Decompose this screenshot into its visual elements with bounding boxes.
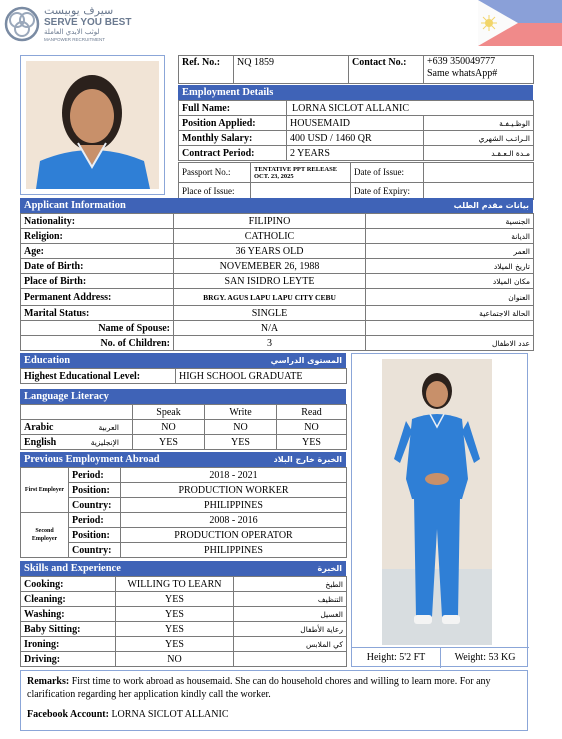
- passport-table: [178, 162, 534, 200]
- washing-label-ar: الغسيل: [234, 607, 347, 622]
- write-header: Write: [205, 405, 277, 420]
- facebook-line: [27, 708, 521, 721]
- ref-table: [178, 55, 534, 84]
- arabic-write: NO: [205, 420, 277, 435]
- facebook-value: LORNA SICLOT ALLANIC: [111, 709, 229, 720]
- ref-value: NQ 1859: [234, 56, 349, 84]
- english-speak: YES: [133, 435, 205, 450]
- arabic-speak: NO: [133, 420, 205, 435]
- cooking-label-ar: الطبخ: [234, 577, 347, 592]
- contact-value: +639 350049777: [427, 56, 496, 67]
- second-employer-label: Second Employer: [21, 513, 69, 558]
- english-lang-label-ar: الإنجليزية: [90, 437, 119, 447]
- issue-date-value: [424, 163, 534, 183]
- second-country-label: Country:: [69, 543, 121, 558]
- salary-label-ar: الـراتـب الشهري: [424, 131, 534, 146]
- religion-value: CATHOLIC: [174, 229, 366, 244]
- logo-arabic-name: سيرف يوبيست: [44, 4, 114, 17]
- salary-value: 400 USD / 1460 QR: [287, 131, 424, 146]
- expiry-value: [424, 183, 534, 200]
- logo-tagline: MANPOWER RECRUITMENT: [44, 37, 105, 42]
- first-period-value: 2018 - 2021: [121, 468, 347, 483]
- previous-employment-table: [20, 467, 347, 558]
- second-position-value: PRODUCTION OPERATOR: [121, 528, 347, 543]
- first-employer-label: First Employer: [21, 468, 69, 513]
- portrait-photo-frame: [20, 55, 165, 195]
- full-name-label: Full Name:: [179, 101, 287, 116]
- read-header: Read: [277, 405, 347, 420]
- address-label-ar: العنوان: [366, 289, 534, 306]
- remarks-text: First time to work abroad as housemaid. She can do household chores and willing to learn more. For any clarification regarding her application kindly call the worker.: [27, 676, 491, 700]
- washing-label: Washing:: [21, 607, 116, 622]
- expiry-label: Date of Expiry:: [351, 183, 424, 200]
- contract-value: 2 YEARS: [287, 146, 424, 161]
- philippines-flag-icon: [478, 0, 562, 46]
- applicant-info-title-ar: بيانات مقدم الطلب: [453, 201, 529, 210]
- cooking-label: Cooking:: [21, 577, 116, 592]
- full-body-photo: [382, 359, 492, 645]
- full-body-photo-frame: [351, 353, 528, 667]
- previous-employment-title-ar: الخبرة خارج البلاد: [273, 455, 342, 464]
- education-table: [20, 368, 347, 384]
- issue-place-label: Place of Issue:: [179, 183, 251, 200]
- first-country-value: PHILIPPINES: [121, 498, 347, 513]
- nationality-value: FILIPINO: [174, 214, 366, 229]
- cooking-value: WILLING TO LEARN: [116, 577, 234, 592]
- education-title-ar: المستوى الدراسي: [270, 356, 342, 365]
- contact-note: Same whatsApp#: [427, 68, 498, 79]
- logo-arabic-sub: لوثب الايدي العاملة: [44, 28, 100, 36]
- remarks-label: Remarks:: [27, 676, 70, 687]
- english-write: YES: [205, 435, 277, 450]
- age-label-ar: العمر: [366, 244, 534, 259]
- cleaning-label: Cleaning:: [21, 592, 116, 607]
- spouse-label-ar: [366, 321, 534, 336]
- position-label: Position Applied:: [179, 116, 287, 131]
- babysitting-label-ar: رعاية الأطفال: [234, 622, 347, 637]
- language-title: Language Literacy: [24, 391, 109, 402]
- language-table: [20, 404, 347, 450]
- skills-title-ar: الخبرة: [317, 564, 342, 573]
- dob-label-ar: تاريخ الميلاد: [366, 259, 534, 274]
- washing-value: YES: [116, 607, 234, 622]
- marital-value: SINGLE: [174, 306, 366, 321]
- skills-header: [20, 561, 346, 576]
- spouse-label: Name of Spouse:: [21, 321, 174, 336]
- remarks-box: [20, 670, 528, 731]
- speak-header: Speak: [133, 405, 205, 420]
- first-position-label: Position:: [69, 483, 121, 498]
- company-logo: [4, 4, 139, 44]
- first-country-label: Country:: [69, 498, 121, 513]
- contact-label: Contact No.:: [349, 56, 424, 84]
- passport-value: TENTATIVE PPT RELEASE OCT. 23, 2025: [251, 163, 351, 183]
- applicant-info-table: [20, 213, 534, 351]
- english-lang-label: English: [24, 436, 57, 448]
- second-country-value: PHILIPPINES: [121, 543, 347, 558]
- contract-label-ar: مـدة الـعـقـد: [424, 146, 534, 161]
- previous-employment-header: [20, 452, 346, 467]
- skills-table: [20, 576, 347, 667]
- address-label: Permanent Address:: [21, 289, 174, 306]
- dob-label: Date of Birth:: [21, 259, 174, 274]
- first-period-label: Period:: [69, 468, 121, 483]
- education-header: [20, 353, 346, 368]
- employment-details-header: [178, 85, 533, 100]
- religion-label-ar: الديانة: [366, 229, 534, 244]
- facebook-label: Facebook Account:: [27, 709, 109, 720]
- arabic-read: NO: [277, 420, 347, 435]
- issue-date-label: Date of Issue:: [351, 163, 424, 183]
- driving-label-ar: [234, 652, 347, 667]
- age-label: Age:: [21, 244, 174, 259]
- children-label: No. of Children:: [21, 336, 174, 351]
- applicant-info-header: [20, 198, 533, 213]
- address-value: BRGY. AGUS LAPU LAPU CITY CEBU: [174, 289, 366, 306]
- applicant-info-title: Applicant Information: [24, 200, 126, 211]
- children-label-ar: عدد الاطفال: [366, 336, 534, 351]
- previous-employment-title: Previous Employment Abroad: [24, 454, 160, 465]
- children-value: 3: [174, 336, 366, 351]
- ironing-value: YES: [116, 637, 234, 652]
- driving-value: NO: [116, 652, 234, 667]
- pob-label-ar: مكان الميلاد: [366, 274, 534, 289]
- skills-title: Skills and Experience: [24, 563, 121, 574]
- arabic-lang-label: Arabic: [24, 421, 54, 433]
- logo-globe-icon: [4, 6, 40, 42]
- religion-label: Religion:: [21, 229, 174, 244]
- english-read: YES: [277, 435, 347, 450]
- marital-label-ar: الحالة الاجتماعية: [366, 306, 534, 321]
- position-value: HOUSEMAID: [287, 116, 424, 131]
- employment-details-table: [178, 100, 534, 161]
- remarks-paragraph: [27, 675, 521, 701]
- portrait-photo: [26, 61, 159, 189]
- language-corner-cell: [21, 405, 133, 420]
- first-position-value: PRODUCTION WORKER: [121, 483, 347, 498]
- pob-label: Place of Birth:: [21, 274, 174, 289]
- height-value: Height: 5'2 FT: [352, 648, 441, 668]
- nationality-label-ar: الجنسية: [366, 214, 534, 229]
- marital-label: Marital Status:: [21, 306, 174, 321]
- issue-place-value: [251, 183, 351, 200]
- nationality-label: Nationality:: [21, 214, 174, 229]
- weight-value: Weight: 53 KG: [454, 652, 516, 663]
- logo-brand-name: SERVE YOU BEST: [44, 17, 132, 28]
- language-header: [20, 389, 346, 404]
- full-name-value: LORNA SICLOT ALLANIC: [287, 101, 534, 116]
- arabic-lang-cell: [21, 420, 133, 435]
- babysitting-label: Baby Sitting:: [21, 622, 116, 637]
- second-position-label: Position:: [69, 528, 121, 543]
- ironing-label: Ironing:: [21, 637, 116, 652]
- education-title: Education: [24, 355, 71, 366]
- dob-value: NOVEMEBER 26, 1988: [174, 259, 366, 274]
- spouse-value: N/A: [174, 321, 366, 336]
- pob-value: SAN ISIDRO LEYTE: [174, 274, 366, 289]
- position-label-ar: الوظـيـفـة: [424, 116, 534, 131]
- contract-label: Contract Period:: [179, 146, 287, 161]
- second-period-label: Period:: [69, 513, 121, 528]
- english-lang-cell: [21, 435, 133, 450]
- age-value: 36 YEARS OLD: [174, 244, 366, 259]
- driving-label: Driving:: [21, 652, 116, 667]
- employment-details-title: Employment Details: [182, 87, 274, 98]
- babysitting-value: YES: [116, 622, 234, 637]
- cleaning-value: YES: [116, 592, 234, 607]
- education-label: Highest Educational Level:: [21, 369, 176, 384]
- body-measurements: [352, 647, 529, 668]
- second-period-value: 2008 - 2016: [121, 513, 347, 528]
- cleaning-label-ar: التنظيف: [234, 592, 347, 607]
- salary-label: Monthly Salary:: [179, 131, 287, 146]
- passport-label: Passport No.:: [179, 163, 251, 183]
- ironing-label-ar: كي الملابس: [234, 637, 347, 652]
- education-value: HIGH SCHOOL GRADUATE: [176, 369, 347, 384]
- arabic-lang-label-ar: العربية: [98, 422, 119, 432]
- ref-label: Ref. No.:: [179, 56, 234, 84]
- contact-cell: [424, 56, 534, 84]
